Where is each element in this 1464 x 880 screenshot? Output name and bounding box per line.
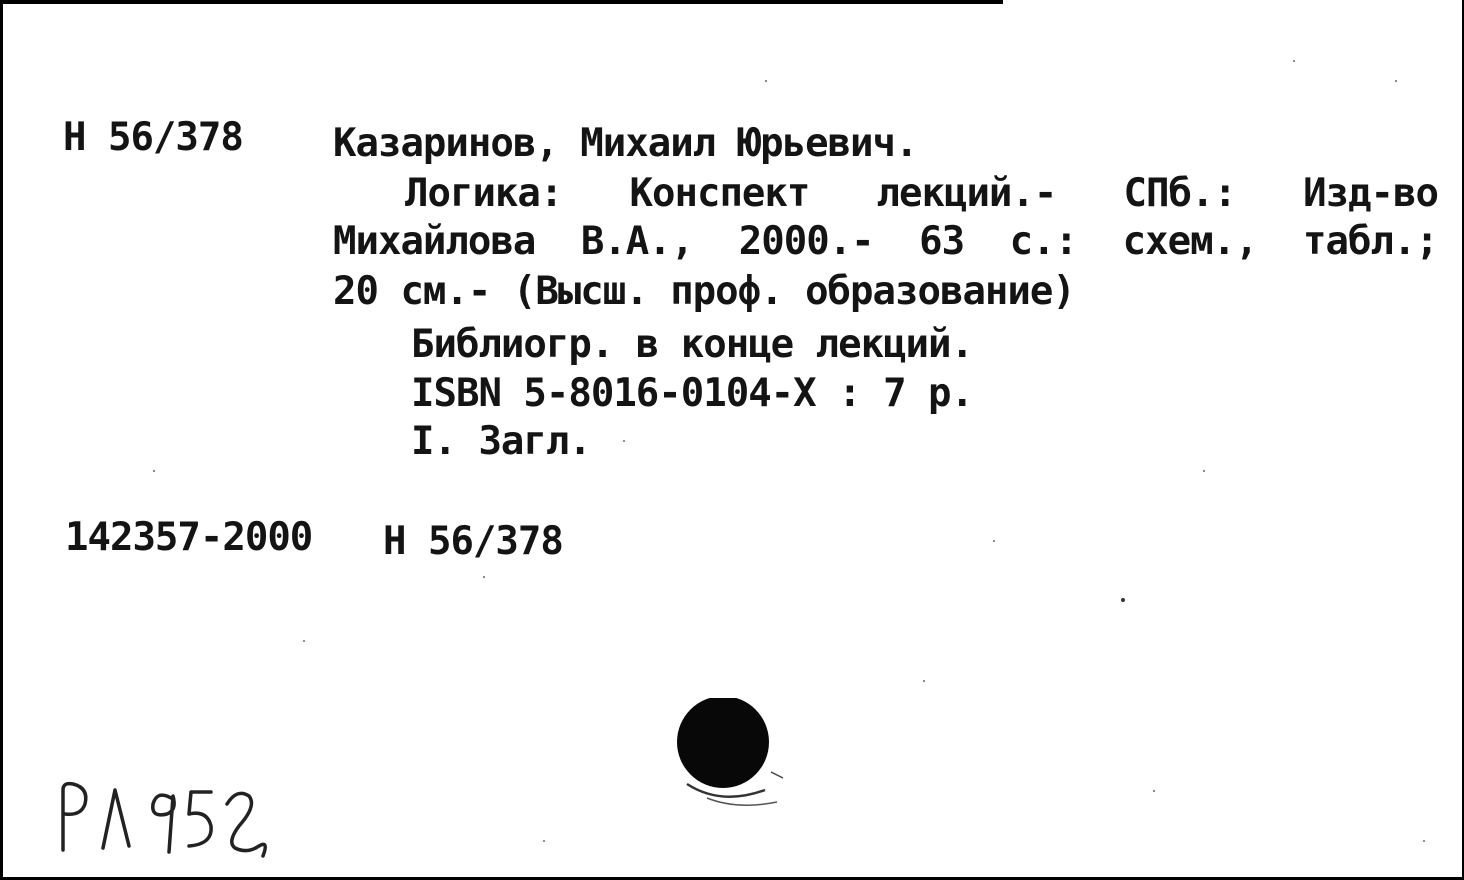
description-line-3: 20 см.- (Высш. проф. образование) <box>333 269 1075 314</box>
author-heading: Казаринов, Михаил Юрьевич. <box>333 121 918 166</box>
subject-heading: I. Загл. <box>411 419 591 464</box>
handwritten-note <box>51 768 291 872</box>
description-word: лекций.- <box>876 171 1057 216</box>
punch-hole <box>677 698 797 822</box>
description-word: 2000.- <box>738 219 874 264</box>
isbn-line: ISBN 5-8016-0104-X : 7 р. <box>411 371 973 416</box>
bibliography-note: Библиогр. в конце лекций. <box>411 322 973 367</box>
description-word: схем., <box>1122 219 1258 264</box>
description-word: Логика: <box>405 171 563 216</box>
description-word: табл.; <box>1303 219 1438 264</box>
shelf-mark-repeat: Н 56/378 <box>383 519 563 564</box>
description-word: 63 <box>919 219 965 264</box>
accession-number: 142357-2000 <box>65 515 313 560</box>
description-word: Михайлова <box>333 219 536 264</box>
card-top-edge <box>3 0 1003 4</box>
description-line-1 <box>333 171 1438 216</box>
description-word: Изд-во <box>1303 171 1438 216</box>
description-word: Конспект <box>629 171 810 216</box>
description-line-2 <box>333 219 1438 264</box>
shelf-mark: Н 56/378 <box>63 115 243 160</box>
description-word: с.: <box>1009 219 1078 264</box>
description-word: СПб.: <box>1123 171 1236 216</box>
description-word: В.А., <box>580 219 694 264</box>
